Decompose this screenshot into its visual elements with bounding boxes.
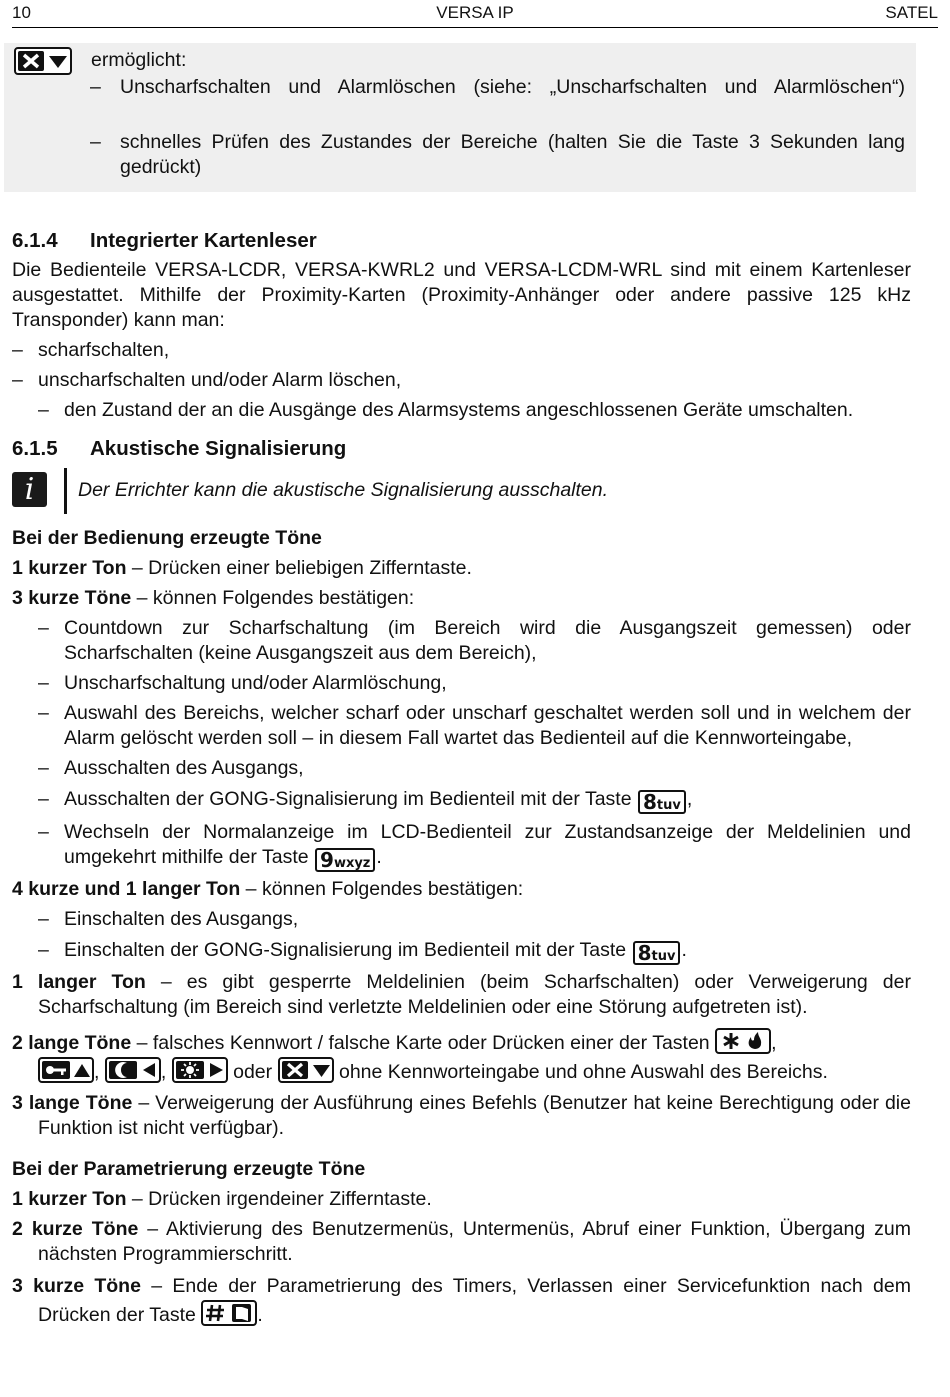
tone-entry: 2 kurze Töne – Aktivierung des Benutzermenüs, Untermenüs, Abruf einer Funktion, Übergang zum nächsten Programmierschritt. xyxy=(12,1218,911,1265)
section-heading-615: 6.1.5 Akustische Signalisierung xyxy=(12,437,347,460)
list-item: – Einschalten der GONG-Signalisierung im Bedienteil mit der Taste 8tuv . xyxy=(38,939,687,965)
page-header xyxy=(12,4,938,28)
info-note xyxy=(12,468,911,516)
tone-entry: 4 kurze und 1 langer Ton – können Folgendes bestätigen: xyxy=(12,878,524,900)
main-content xyxy=(12,228,911,1329)
hash-key-icon xyxy=(201,1300,257,1326)
x-down-key-icon xyxy=(278,1057,334,1083)
list-item: – unscharfschalten und/oder Alarm löschen, xyxy=(12,369,402,391)
tone-entry: 2 lange Töne – falsches Kennwort / falsche Karte oder Drücken einer der Tasten , , , oder ohne Kennworteingabe und ohne Auswahl des Bereichs. xyxy=(12,1028,911,1086)
divider xyxy=(64,468,67,514)
list-item: – schnelles Prüfen des Zustandes der Bereiche (halten Sie die Taste 3 Sekunden lang gedrückt) xyxy=(90,131,905,178)
moon-left-key-icon xyxy=(105,1057,161,1083)
star-fire-key-icon xyxy=(715,1028,771,1054)
list-item: – Unscharfschalten und Alarmlöschen (siehe: „Unscharfschalten und Alarmlöschen“) xyxy=(90,76,905,98)
subheading-operation: Bei der Bedienung erzeugte Töne xyxy=(12,527,322,549)
key-8-icon: 8tuv xyxy=(633,941,681,965)
list-item: – scharfschalten, xyxy=(12,339,170,361)
subheading-parametrization: Bei der Parametrierung erzeugte Töne xyxy=(12,1158,366,1180)
key-up-key-icon xyxy=(38,1057,94,1083)
document-title: VERSA IP xyxy=(436,3,514,22)
tone-entry: 1 kurzer Ton – Drücken einer beliebigen Zifferntaste. xyxy=(12,557,472,579)
x-key-icon xyxy=(14,47,72,75)
tone-entry: 3 kurze Töne – können Folgendes bestätigen: xyxy=(12,587,415,609)
key-9-icon: 9wxyz xyxy=(315,848,375,872)
list-item: – Einschalten des Ausgangs, xyxy=(38,908,299,930)
key-description-box xyxy=(4,43,916,192)
list-item: – Ausschalten des Ausgangs, xyxy=(38,757,304,779)
key-8-icon: 8tuv xyxy=(638,790,686,814)
tone-entry: 3 kurze Töne – Ende der Parametrierung des Timers, Verlassen einer Servicefunktion nach dem Drücken der Taste . xyxy=(12,1275,911,1326)
brand-name: SATEL xyxy=(885,3,939,22)
tone-entry: 3 lange Töne – Verweigerung der Ausführung eines Befehls (Benutzer hat keine Berechtigung oder die Funktion ist nicht verfügbar). xyxy=(12,1092,911,1139)
x-down-key xyxy=(14,47,72,82)
paragraph: Die Bedienteile VERSA-LCDR, VERSA-KWRL2 und VERSA-LCDM-WRL sind mit einem Kartenleser ausgestattet. Mithilfe der Proximity-Karten (Proximity-Anhänger oder andere passive 125 kHz Transponder) kann man: xyxy=(12,259,911,331)
list-item: – den Zustand der an die Ausgänge des Alarmsystems angeschlossenen Geräte umschalten. xyxy=(38,399,854,421)
page-number: 10 xyxy=(12,3,31,22)
sun-right-key-icon xyxy=(172,1057,228,1083)
list-item: – Wechseln der Normalanzeige im LCD-Bedienteil zur Zustandsanzeige der Meldelinien und umgekehrt mithilfe der Taste 9wxyz . xyxy=(38,821,911,872)
list-item: – Ausschalten der GONG-Signalisierung im Bedienteil mit der Taste 8tuv , xyxy=(38,788,693,814)
list-item: – Unscharfschaltung und/oder Alarmlöschung, xyxy=(38,672,447,694)
list-item: – Auswahl des Bereichs, welcher scharf oder unscharf geschaltet werden soll und in welchem der Alarm gelöscht werden soll – in diesem Fall wartet das Bedienteil auf die Kennworteingabe, xyxy=(38,702,911,749)
key-lead-text: ermöglicht: xyxy=(91,49,187,71)
info-text: Der Errichter kann die akustische Signalisierung ausschalten. xyxy=(78,479,609,501)
section-heading-614: 6.1.4 Integrierter Kartenleser xyxy=(12,229,317,252)
tone-entry: 1 langer Ton – es gibt gesperrte Meldelinien (beim Scharfschalten) oder Verweigerung der Scharfschaltung (im Bereich sind verletzte Meldelinien oder eine Störung aufgetreten ist). xyxy=(12,971,911,1018)
info-icon: i xyxy=(12,472,47,507)
tone-entry: 1 kurzer Ton – Drücken irgendeiner Zifferntaste. xyxy=(12,1188,432,1210)
list-item: – Countdown zur Scharfschaltung (im Bereich wird die Ausgangszeit gemessen) oder Scharfschalten (keine Ausgangszeit aus dem Bereich), xyxy=(38,617,911,664)
